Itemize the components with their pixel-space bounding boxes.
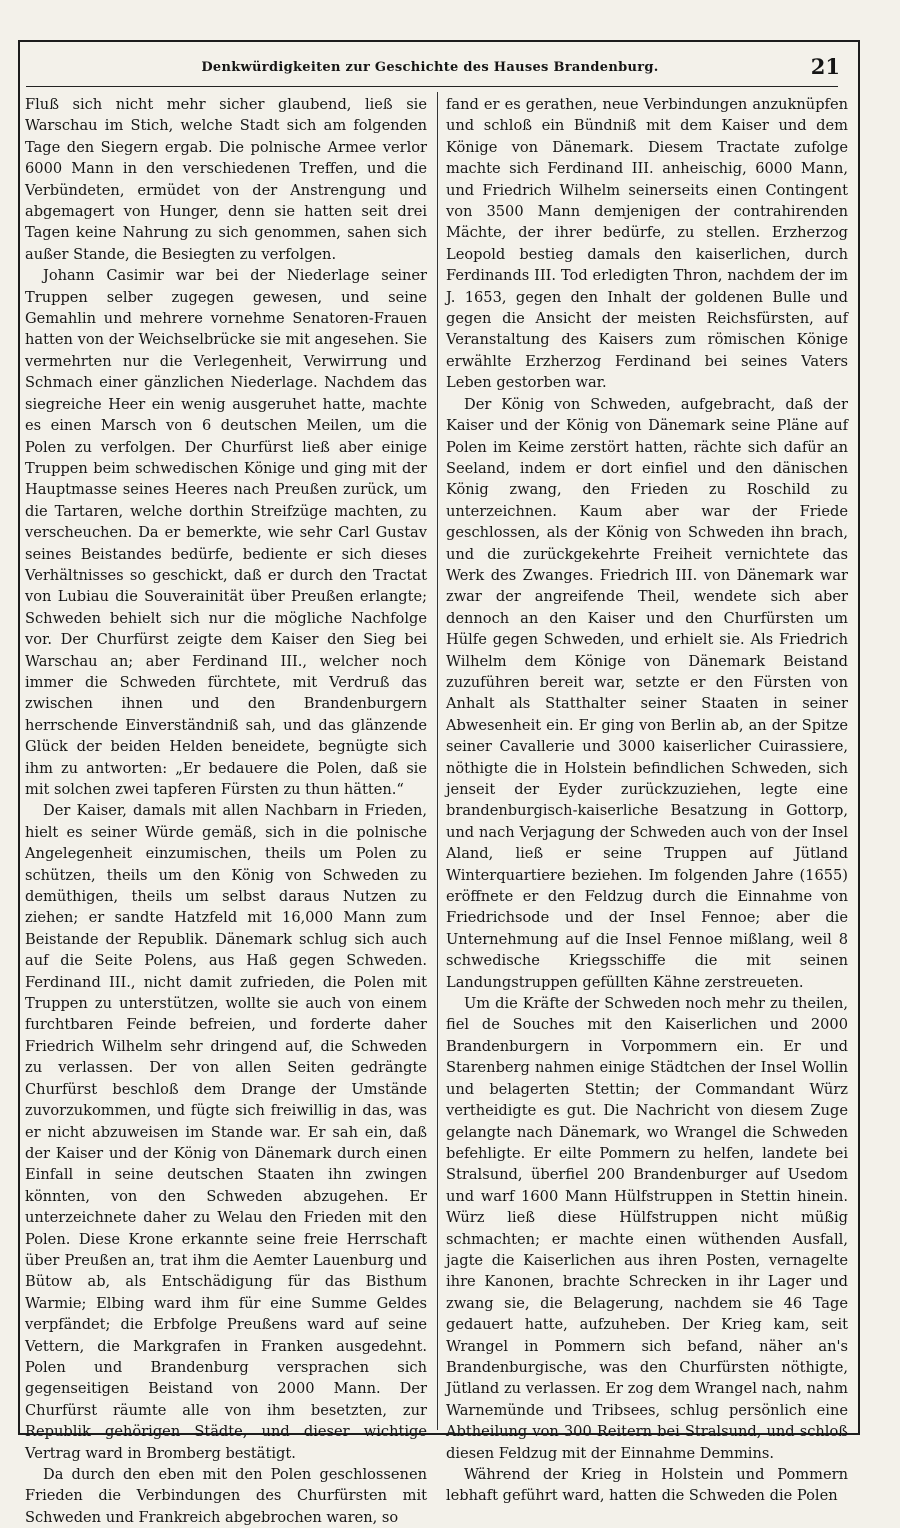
paragraph: Fluß sich nicht mehr sicher glaubend, ließ sie Warschau im Stich, welche Stadt sich am folgenden Tage den Siegern ergab. Die polnische Armee verlor 6000 Mann in den verschiedenen Treffen, und die Verbündeten, ermüdet von der Anstrengung und abgemagert von Hunger, denn sie hatten seit drei Tagen keine Nahrung zu sich genommen, sahen sich außer Stande, die Besiegten zu verfolgen. <box>25 96 427 263</box>
paragraph: Der Kaiser, damals mit allen Nachbarn in Frieden, hielt es seiner Würde gemäß, sich in die polnische Angelegenheit einzumischen, theils um Polen zu schützen, theils um den König von Schweden zu demüthigen, theils um selbst daraus Nutzen zu ziehen; er sandte Hatzfeld mit 16,000 Mann zum Beistande der Republik. Dänemark schlug sich auch auf die Seite Polens, aus Haß gegen Schweden. Ferdinand III., nicht damit zufrieden, die Polen mit Truppen zu unterstützen, wollte sie auch von einem furchtbaren Feinde befreien, und forderte daher Friedrich Wilhelm sehr dringend auf, die Schweden zu verlassen. Der von allen Seiten gedrängte Churfürst beschloß dem Drange der Umstände zuvorzukommen, und fügte sich freiwillig in das, was er nicht abzuweisen im Stande war. Er sah ein, daß der Kaiser und der König von Dänemark durch einen Einfall in seine deutschen Staaten ihn zwingen könnten, von den Schweden abzugehen. Er unterzeichnete daher zu Welau den Frieden mit den Polen. Diese Krone erkannte seine freie Herrschaft über Preußen an, trat ihm die Aemter Lauenburg und Bütow ab, als Entschädigung für das Bisthum Warmie; Elbing ward ihm für eine Summe Geldes verpfändet; die Erbfolge Preußens ward auf seine Vettern, die Markgrafen in Franken ausgedehnt. Polen und Brandenburg versprachen sich gegenseitigen Beistand von 2000 Mann. Der Churfürst räumte alle von ihm besetzten, zur Republik gehörigen Städte, und dieser wichtige Vertrag ward in Bromberg bestätigt. <box>25 802 427 1462</box>
paragraph: Johann Casimir war bei der Niederlage seiner Truppen selber zugegen gewesen, und seine Gemahlin und mehrere vornehme Senatoren-Frauen hatten von der Weichselbrücke sie mit angesehen. Sie vermehrten nur die Verlegenheit, Verwirrung und Schmach einer gänzlichen Niederlage. Nachdem das siegreiche Heer ein wenig ausgeruhet hatte, machte es einen Marsch von 6 deutschen Meilen, um die Polen zu verfolgen. Der Churfürst ließ aber einige Truppen beim schwedischen Könige und ging mit der Hauptmasse seines Heeres nach Preußen zurück, um die Tartaren, welche dorthin Streifzüge machten, zu verscheuchen. Da er bemerkte, wie sehr Carl Gustav seines Beistandes bedürfe, bediente er sich dieses Verhältnisses so geschickt, daß er durch den Tractat von Lubiau die Souverainität über Preußen erlangte; Schweden behielt sich nur die mögliche Nachfolge vor. Der Churfürst zeigte dem Kaiser den Sieg bei Warschau an; aber Ferdinand III., welcher noch immer die Schweden fürchtete, mit Verdruß das zwischen ihnen und den Brandenburgern herrschende Einverständniß sah, und das glänzende Glück der beiden Helden beneidete, begnügte sich ihm zu antworten: „Er bedauere die Polen, daß sie mit solchen zwei tapferen Fürsten zu thun hätten.“ <box>25 267 427 798</box>
paragraph: Der König von Schweden, aufgebracht, daß der Kaiser und der König von Dänemark seine Pläne auf Polen im Keime zerstört hatten, rächte sich dafür an Seeland, indem er dort einfiel und den dänischen König zwang, den Frieden zu Roschild zu unterzeichnen. Kaum aber war der Friede geschlossen, als der König von Schweden ihn brach, und die zurückgekehrte Freiheit vernichtete das Werk des Zwanges. Friedrich III. von Dänemark war zwar der angreifende Theil, wendete sich aber dennoch an den Kaiser und den Churfürsten um Hülfe gegen Schweden, und erhielt sie. Als Friedrich Wilhelm dem Könige von Dänemark Beistand zuzuführen bereit war, setzte er den Fürsten von Anhalt als Statthalter seiner Staaten in seiner Abwesenheit ein. Er ging von Berlin ab, an der Spitze seiner Cavallerie und 3000 kaiserlicher Cuirassiere, nöthigte die in Holstein befindlichen Schweden, sich jenseit der Eyder zurückzuziehen, legte eine brandenburgisch-kaiserliche Besatzung in Gottorp, und nach Verjagung der Schweden auch von der Insel Aland, ließ er seine Truppen auf Jütland Winterquartiere beziehen. Im folgenden Jahre (1655) eröffnete er den Feldzug durch die Einnahme von Friedrichsode und der Insel Fennoe; aber die Unternehmung auf die Insel Fennoe mißlang, weil 8 schwedische Kriegsschiffe die mit seinen Landungstruppen gefüllten Kähne zerstreueten. <box>446 395 848 991</box>
header-rule <box>26 86 838 87</box>
running-title: Denkwürdigkeiten zur Geschichte des Hauses Brandenburg. <box>201 60 659 75</box>
right-column <box>446 94 848 1505</box>
paragraph: Da durch den eben mit den Polen geschlossenen Frieden die Verbindungen des Churfürsten mit Schweden und Frankreich abgebrochen waren, so <box>25 1466 427 1526</box>
paragraph: fand er es gerathen, neue Verbindungen anzuknüpfen und schloß ein Bündniß mit dem Kaiser und dem Könige von Dänemark. Diesem Tractate zufolge machte sich Ferdinand III. anheischig, 6000 Mann, und Friedrich Wilhelm seinerseits einen Contingent von 3500 Mann demjenigen der contrahirenden Mächte, der ihrer bedürfe, zu stellen. Erzherzog Leopold bestieg damals den kaiserlichen, durch Ferdinands III. Tod erledigten Thron, nachdem der im J. 1653, gegen den Inhalt der goldenen Bulle und gegen die Ansicht der meisten Reichsfürsten, auf Veranstaltung des Kaisers zum römischen Könige erwählte Erzherzog Ferdinand bei seines Vaters Leben gestorben war. <box>446 96 848 392</box>
paragraph: Um die Kräfte der Schweden noch mehr zu theilen, fiel de Souches mit den Kaiserlichen und 2000 Brandenburgern in Vorpommern ein. Er und Starenberg nahmen einige Städtchen der Insel Wollin und belagerten Stettin; der Commandant Würz vertheidigte es gut. Die Nachricht von diesem Zuge gelangte nach Dänemark, wo Wrangel die Schweden befehligte. Er eilte Pommern zu helfen, landete bei Stralsund, überfiel 200 Brandenburger auf Usedom und warf 1600 Mann Hülfstruppen in Stettin hinein. Würz ließ diese Hülfstruppen nicht müßig schmachten; er machte einen wüthenden Ausfall, jagte die Kaiserlichen aus ihren Posten, vernagelte ihre Kanonen, brachte Schrecken in ihr Lager und zwang sie, die Belagerung, nachdem sie 46 Tage gedauert hatte, aufzuheben. Der Krieg kam, seit Wrangel in Pommern sich befand, näher an's Brandenburgische, was den Churfürsten nöthigte, Jütland zu verlassen. Er zog dem Wrangel nach, nahm Warnemünde und Tribsees, schlug persönlich eine Abtheilung von 300 Reitern bei Stralsund, und schloß diesen Feldzug mit der Einnahme Demmins. <box>446 995 848 1462</box>
page-number: 21 <box>810 54 840 79</box>
running-header <box>20 54 840 82</box>
left-column <box>25 94 427 1526</box>
column-divider <box>437 92 438 1430</box>
paragraph: Während der Krieg in Holstein und Pommern lebhaft geführt ward, hatten die Schweden die Polen <box>446 1466 848 1505</box>
